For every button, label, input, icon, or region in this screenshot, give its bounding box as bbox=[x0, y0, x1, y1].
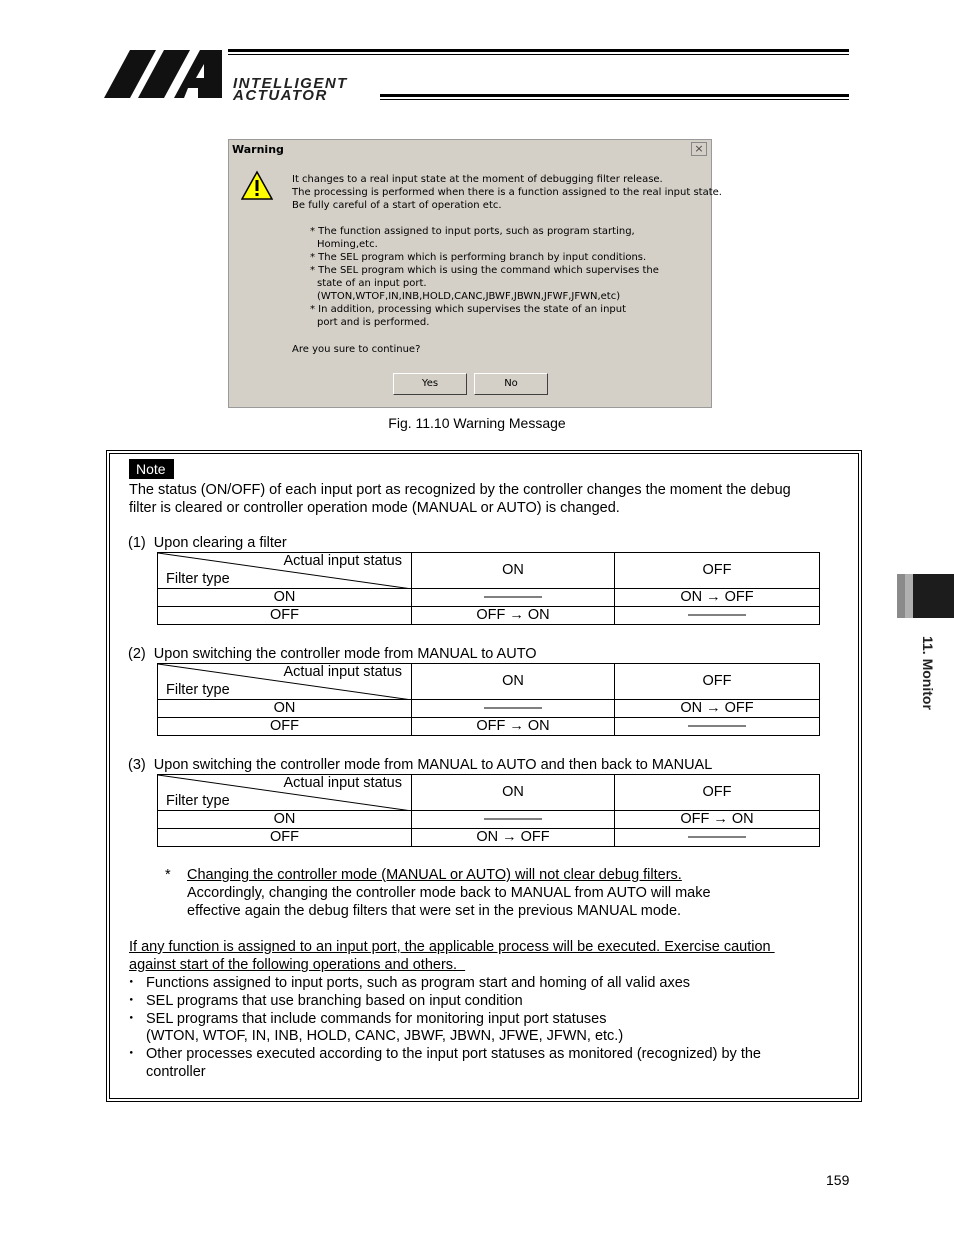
note-intro-line-1: The status (ON/OFF) of each input port as recognized by the controller changes the moment the debug bbox=[129, 482, 791, 498]
yes-button[interactable]: Yes bbox=[393, 373, 467, 395]
table-row bbox=[158, 589, 820, 607]
dialog-close-button[interactable]: × bbox=[691, 142, 707, 156]
table-3-row-2-type: OFF bbox=[158, 829, 412, 847]
table-row bbox=[158, 700, 820, 718]
bullet-item-3: SEL programs that include commands for monitoring input port statuses bbox=[146, 1011, 607, 1027]
table-2-row-2-off: ———— bbox=[615, 718, 820, 736]
bullet-item-4-cont: controller bbox=[146, 1064, 206, 1080]
dialog-question: Are you sure to continue? bbox=[292, 344, 421, 355]
filter-table-2 bbox=[157, 663, 820, 736]
caution-line-1: If any function is assigned to an input port, the applicable process will be executed. Exercise caution bbox=[129, 939, 775, 955]
dialog-line-10: * In addition, processing which supervises the state of an input bbox=[310, 304, 627, 315]
bullet-mark-1: ・ bbox=[124, 975, 139, 991]
table-1-col-off: OFF bbox=[615, 553, 820, 589]
header-rule-top-thin bbox=[228, 54, 849, 55]
table-1-header-actual: Actual input status bbox=[283, 553, 402, 569]
side-tab-block bbox=[913, 574, 954, 618]
dialog-line-5: Homing,etc. bbox=[317, 239, 378, 250]
table-3-row-1-off: OFF → ON bbox=[615, 811, 820, 829]
table-1-row-1-on: ———— bbox=[412, 589, 615, 607]
table-1-row-1-type: ON bbox=[158, 589, 412, 607]
side-tab-label: 11. Monitor bbox=[920, 636, 936, 710]
note-intro-line-2: filter is cleared or controller operation mode (MANUAL or AUTO) is changed. bbox=[129, 500, 620, 516]
table-2-row-2-type: OFF bbox=[158, 718, 412, 736]
table-2-col-on: ON bbox=[412, 664, 615, 700]
warning-dialog bbox=[228, 139, 722, 408]
table-2-corner-header bbox=[158, 664, 412, 700]
logo-mark bbox=[104, 50, 228, 100]
asterisk-line-2: Accordingly, changing the controller mode back to MANUAL from AUTO will make bbox=[187, 885, 711, 901]
table-1-row-2-type: OFF bbox=[158, 607, 412, 625]
dialog-title: Warning bbox=[232, 143, 284, 156]
table-3-col-off: OFF bbox=[615, 775, 820, 811]
table-row bbox=[158, 607, 820, 625]
figure-caption: Fig. 11.10 Warning Message bbox=[388, 415, 566, 431]
bullet-mark-4: ・ bbox=[124, 1046, 139, 1062]
header-rule-bottom-thin bbox=[380, 99, 849, 100]
table-2-header-actual: Actual input status bbox=[283, 664, 402, 680]
table-2-header-filter: Filter type bbox=[166, 682, 230, 698]
bullet-mark-3: ・ bbox=[124, 1011, 139, 1027]
table-2-row-2-on: OFF → ON bbox=[412, 718, 615, 736]
table-1-row-1-off: ON → OFF bbox=[615, 589, 820, 607]
table-3-row-2-on: ON → OFF bbox=[412, 829, 615, 847]
bullet-item-2: SEL programs that use branching based on input condition bbox=[146, 993, 523, 1009]
header-rule-bottom bbox=[380, 94, 849, 97]
dialog-line-4: * The function assigned to input ports, such as program starting, bbox=[310, 226, 635, 237]
dialog-line-2: The processing is performed when there is a function assigned to the real input state. bbox=[292, 187, 722, 198]
no-button[interactable]: No bbox=[474, 373, 548, 395]
filter-table-3 bbox=[157, 774, 820, 847]
table-3-heading: (3) Upon switching the controller mode from MANUAL to AUTO and then back to MANUAL bbox=[128, 757, 713, 773]
caution-line-2: against start of the following operations and others. bbox=[129, 957, 466, 973]
table-1-heading: (1) Upon clearing a filter bbox=[128, 535, 287, 551]
table-3-row-1-type: ON bbox=[158, 811, 412, 829]
dialog-line-11: port and is performed. bbox=[317, 317, 430, 328]
dialog-line-9: (WTON,WTOF,IN,INB,HOLD,CANC,JBWF,JBWN,JFWF,JFWN,etc) bbox=[317, 291, 621, 302]
bullet-item-1: Functions assigned to input ports, such as program start and homing of all valid axes bbox=[146, 975, 691, 991]
table-1-row-2-on: OFF → ON bbox=[412, 607, 615, 625]
header-rule-top bbox=[228, 49, 849, 52]
table-3-corner-header bbox=[158, 775, 412, 811]
page-number: 159 bbox=[826, 1172, 850, 1188]
dialog-line-7: * The SEL program which is using the command which supervises the bbox=[310, 265, 659, 276]
dialog-line-6: * The SEL program which is performing branch by input conditions. bbox=[310, 252, 647, 263]
table-1-corner-header bbox=[158, 553, 412, 589]
side-tab-shade-2 bbox=[905, 574, 913, 618]
side-tab-shade-1 bbox=[897, 574, 905, 618]
table-2-row-1-on: ———— bbox=[412, 700, 615, 718]
asterisk-mark: * bbox=[165, 867, 171, 883]
table-2-row-1-type: ON bbox=[158, 700, 412, 718]
bullet-mark-2: ・ bbox=[124, 993, 139, 1009]
table-2-row-1-off: ON → OFF bbox=[615, 700, 820, 718]
table-row bbox=[158, 811, 820, 829]
table-row bbox=[158, 829, 820, 847]
note-label: Note bbox=[129, 459, 174, 479]
asterisk-line-1: Changing the controller mode (MANUAL or AUTO) will not clear debug filters. bbox=[187, 867, 682, 883]
table-2-heading: (2) Upon switching the controller mode from MANUAL to AUTO bbox=[128, 646, 537, 662]
table-2-col-off: OFF bbox=[615, 664, 820, 700]
table-1-header-filter: Filter type bbox=[166, 571, 230, 587]
table-3-col-on: ON bbox=[412, 775, 615, 811]
table-row bbox=[158, 718, 820, 736]
table-1-row-2-off: ———— bbox=[615, 607, 820, 625]
dialog-title-bar bbox=[229, 140, 711, 159]
dialog-line-1: It changes to a real input state at the moment of debugging filter release. bbox=[292, 174, 663, 185]
bullet-item-4: Other processes executed according to the input port statuses as monitored (recognized) by the bbox=[146, 1046, 761, 1062]
filter-table-1 bbox=[157, 552, 820, 625]
table-3-row-1-on: ———— bbox=[412, 811, 615, 829]
logo-word-actuator: ACTUATOR bbox=[233, 87, 328, 104]
table-3-row-2-off: ———— bbox=[615, 829, 820, 847]
dialog-line-3: Be fully careful of a start of operation etc. bbox=[292, 200, 502, 211]
table-1-col-on: ON bbox=[412, 553, 615, 589]
table-3-header-filter: Filter type bbox=[166, 793, 230, 809]
bullet-item-3-cont: (WTON, WTOF, IN, INB, HOLD, CANC, JBWF, JBWN, JFWE, JFWN, etc.) bbox=[146, 1028, 624, 1044]
asterisk-line-3: effective again the debug filters that were set in the previous MANUAL mode. bbox=[187, 903, 682, 919]
warning-icon bbox=[241, 170, 273, 202]
logo-word-intelligent: INTELLIGENT bbox=[233, 75, 348, 92]
dialog-line-8: state of an input port. bbox=[317, 278, 427, 289]
table-3-header-actual: Actual input status bbox=[283, 775, 402, 791]
